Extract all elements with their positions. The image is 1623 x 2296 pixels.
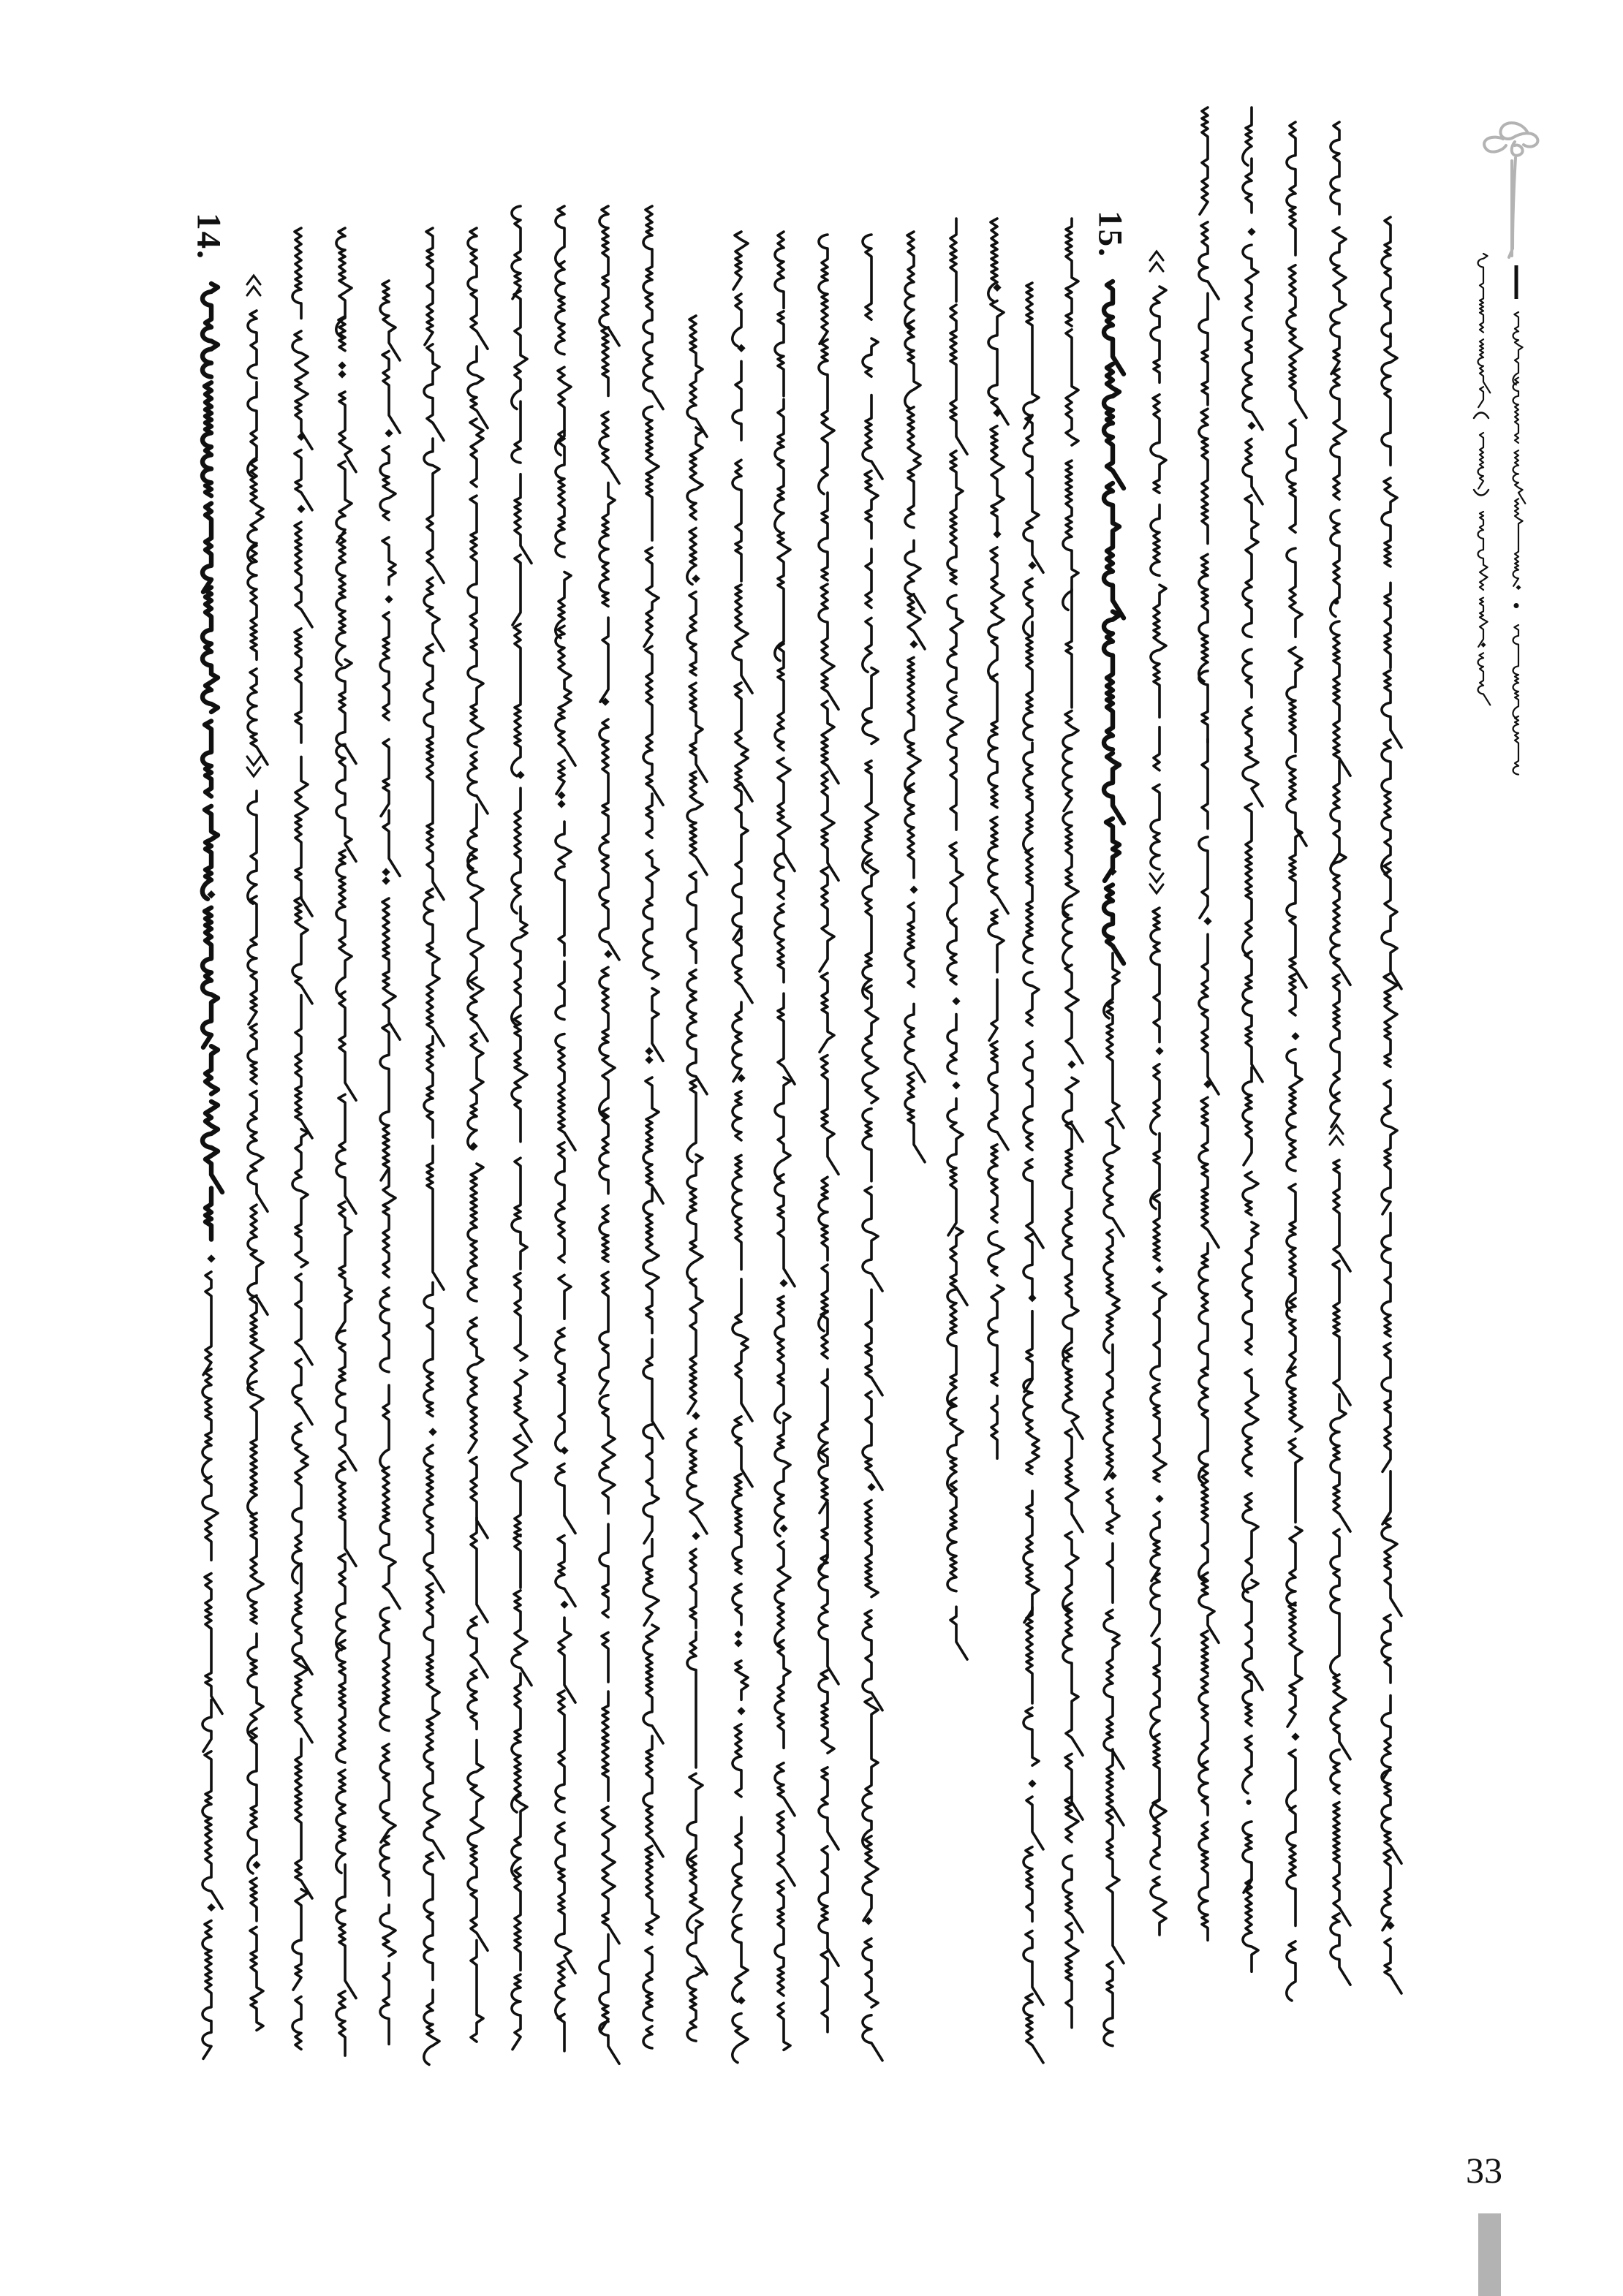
text-column xyxy=(1048,216,1089,2048)
script-glyphs xyxy=(760,229,801,2048)
guillemet-close-icon xyxy=(1147,870,1166,896)
script-glyphs xyxy=(366,278,406,2048)
script-glyphs xyxy=(585,203,626,2048)
text-column xyxy=(1184,105,1225,1968)
text-column xyxy=(673,313,714,2048)
punctuation-dots xyxy=(735,1629,741,1649)
text-column xyxy=(1228,105,1269,1968)
guillemet-close-icon xyxy=(244,753,263,779)
script-glyphs xyxy=(1009,280,1050,2046)
punctuation-dots xyxy=(383,866,389,887)
script-glyphs xyxy=(890,229,931,1140)
item-number-label: 15. xyxy=(1091,211,1130,258)
text-column xyxy=(1009,280,1050,2046)
script-glyphs xyxy=(1316,119,1357,1968)
text-column xyxy=(188,213,229,2048)
script-glyphs xyxy=(497,203,538,2048)
text-column xyxy=(1089,211,1130,2048)
text-column xyxy=(453,225,494,2048)
script-glyphs xyxy=(1089,216,1130,2048)
script-glyphs xyxy=(1184,105,1225,1968)
script-glyphs xyxy=(1469,251,1494,698)
text-column xyxy=(933,216,974,1630)
text-column xyxy=(718,229,759,2045)
text-column xyxy=(804,232,845,2045)
punctuation-dot xyxy=(602,696,608,708)
script-glyphs xyxy=(1272,119,1313,1968)
punctuation-dots xyxy=(559,789,564,810)
script-glyphs xyxy=(804,232,845,2045)
script-glyphs xyxy=(1136,243,1177,1968)
item-number-label: 14. xyxy=(189,213,228,260)
script-glyphs xyxy=(673,313,714,2048)
header-rule xyxy=(1510,159,1513,257)
header-text-column xyxy=(1504,265,1529,773)
script-glyphs xyxy=(933,216,974,1630)
text-column xyxy=(322,225,363,2048)
punctuation-dots xyxy=(646,1045,652,1066)
paren-open-icon xyxy=(1472,409,1490,420)
text-column xyxy=(848,232,889,2046)
text-column xyxy=(1316,119,1357,1968)
script-glyphs xyxy=(278,225,319,2048)
header-text-column xyxy=(1469,251,1494,698)
text-column xyxy=(585,203,626,2048)
script-glyphs xyxy=(1228,105,1269,1968)
script-glyphs xyxy=(1367,214,1408,1968)
text-column xyxy=(1136,243,1177,1968)
script-glyphs xyxy=(409,225,450,2048)
text-column xyxy=(890,229,931,1140)
script-glyphs xyxy=(188,219,229,2048)
text-column xyxy=(1272,119,1313,1968)
script-glyphs xyxy=(453,225,494,2048)
text-column xyxy=(497,203,538,2048)
page-edge-tab xyxy=(1478,2213,1501,2296)
script-glyphs xyxy=(848,232,889,2046)
guillemet-open-icon xyxy=(244,273,263,299)
script-glyphs xyxy=(322,225,363,2048)
text-column xyxy=(629,203,670,2048)
script-glyphs xyxy=(233,273,274,2048)
text-column xyxy=(366,278,406,2048)
guillemet-open-icon xyxy=(1327,1122,1346,1148)
script-glyphs xyxy=(1048,216,1089,2048)
dash-mark xyxy=(1515,265,1518,299)
middle-dot xyxy=(1514,603,1519,608)
punctuation-dot xyxy=(471,1140,477,1152)
punctuation-dot xyxy=(866,1915,871,1927)
guillemet-open-icon xyxy=(1147,249,1166,275)
text-column xyxy=(409,225,450,2048)
script-glyphs xyxy=(1504,265,1529,773)
text-column xyxy=(760,229,801,2048)
middle-dot xyxy=(1334,599,1339,605)
text-column xyxy=(1367,214,1408,1968)
text-column xyxy=(541,203,582,2048)
header-flourish-icon xyxy=(1475,115,1551,269)
script-glyphs xyxy=(718,229,759,2045)
text-column xyxy=(278,225,319,2048)
page-number: 33 xyxy=(1466,2150,1502,2191)
paren-close-icon xyxy=(1472,488,1490,499)
script-glyphs xyxy=(541,203,582,2048)
punctuation-dots xyxy=(339,360,345,380)
text-column xyxy=(233,273,274,2048)
script-glyphs xyxy=(629,203,670,2048)
middle-dot xyxy=(1246,1800,1252,1805)
